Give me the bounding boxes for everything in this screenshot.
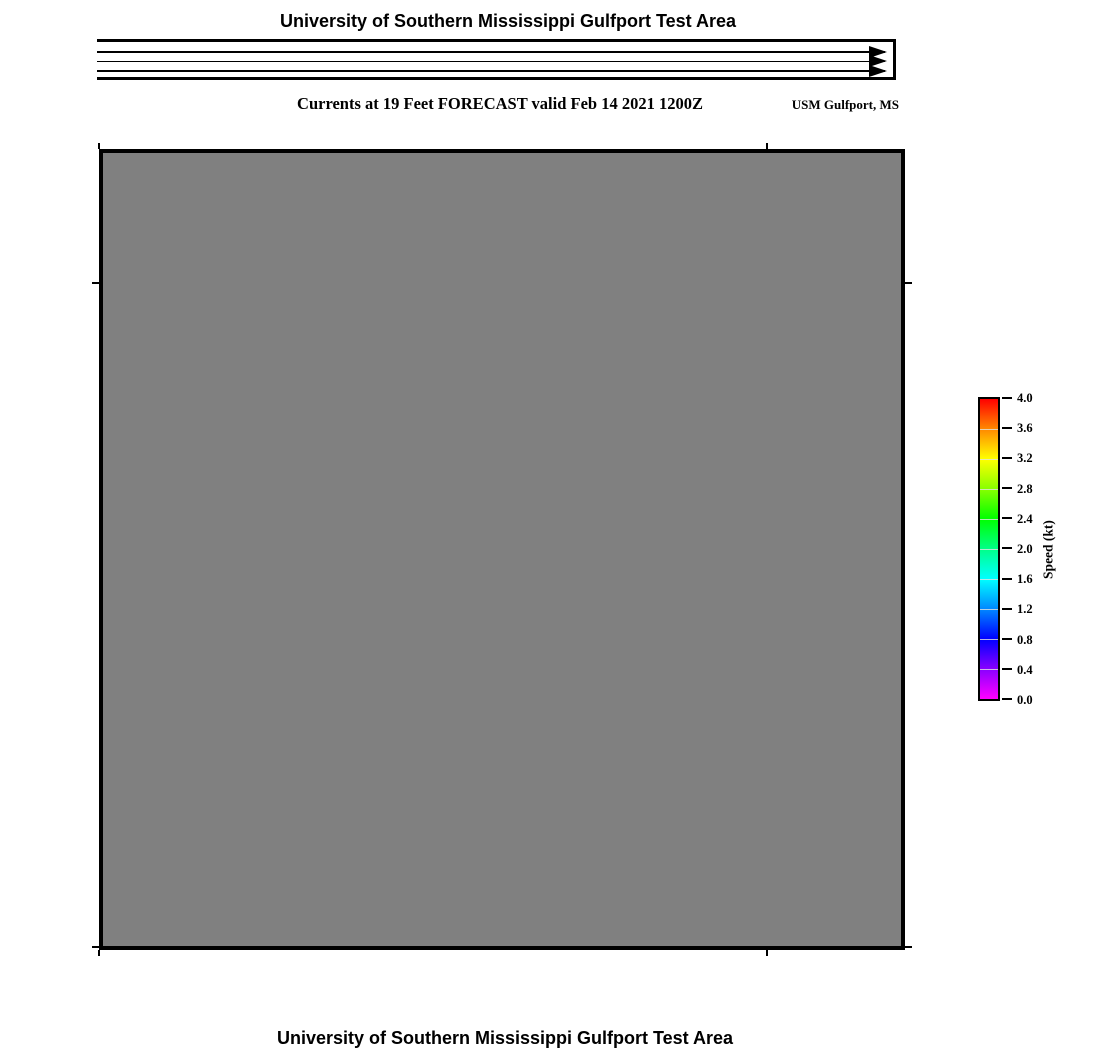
footer-title: University of Southern Mississippi Gulfport Test Area xyxy=(276,1028,734,1048)
colorbar-tick-label: 1.2 xyxy=(1017,602,1033,617)
colorbar-tick xyxy=(1002,698,1012,700)
colorbar-tick-marks xyxy=(1002,397,1012,700)
colorbar-gridline xyxy=(980,609,998,610)
map-plot-area xyxy=(99,149,905,950)
reference-arrow-legend xyxy=(97,39,896,80)
arrow-right-icon xyxy=(869,65,887,77)
colorbar-gridline xyxy=(980,429,998,430)
colorbar-tick xyxy=(1002,487,1012,489)
colorbar-tick-label: 0.8 xyxy=(1017,632,1033,647)
colorbar-tick-label: 2.4 xyxy=(1017,511,1033,526)
colorbar-gridline xyxy=(980,549,998,550)
left-axis-tick xyxy=(92,282,99,284)
colorbar-tick-label: 0.0 xyxy=(1017,692,1033,707)
colorbar-tick xyxy=(1002,608,1012,610)
page-title: University of Southern Mississippi Gulfport Test Area xyxy=(279,11,737,31)
colorbar-tick-label: 2.8 xyxy=(1017,481,1033,496)
colorbar-tick xyxy=(1002,547,1012,549)
station-label: USM Gulfport, MS xyxy=(791,97,899,112)
reference-arrow xyxy=(97,51,885,53)
colorbar-tick-label: 4.0 xyxy=(1017,391,1033,405)
bottom-axis-tick xyxy=(98,950,100,956)
reference-arrow xyxy=(97,61,885,63)
colorbar-axis-label: Speed (kt) xyxy=(1040,520,1056,579)
colorbar-gridline xyxy=(980,669,998,670)
right-axis-tick xyxy=(905,946,912,948)
bottom-axis-tick xyxy=(766,950,768,956)
top-axis-tick xyxy=(98,143,100,149)
colorbar-tick-label: 0.4 xyxy=(1017,662,1033,677)
colorbar-tick xyxy=(1002,578,1012,580)
colorbar-gridline xyxy=(980,519,998,520)
left-axis-tick xyxy=(92,946,99,948)
colorbar-tick xyxy=(1002,668,1012,670)
colorbar-tick xyxy=(1002,397,1012,399)
colorbar-gridline xyxy=(980,639,998,640)
right-axis-tick xyxy=(905,282,912,284)
colorbar-tick-label: 2.0 xyxy=(1017,541,1033,556)
colorbar-tick xyxy=(1002,517,1012,519)
forecast-subtitle: Currents at 19 Feet FORECAST valid Feb 14 2021 1200Z xyxy=(297,94,703,113)
colorbar-tick-label: 1.6 xyxy=(1017,572,1033,587)
colorbar-tick-label: 3.6 xyxy=(1017,421,1033,436)
colorbar xyxy=(978,397,1000,701)
colorbar-gridline xyxy=(980,579,998,580)
colorbar-gridline xyxy=(980,489,998,490)
colorbar-gridline xyxy=(980,459,998,460)
top-axis-tick xyxy=(766,143,768,149)
colorbar-tick-label: 3.2 xyxy=(1017,451,1033,466)
colorbar-tick xyxy=(1002,457,1012,459)
colorbar-tick xyxy=(1002,638,1012,640)
colorbar-tick xyxy=(1002,427,1012,429)
reference-arrow xyxy=(97,70,885,72)
